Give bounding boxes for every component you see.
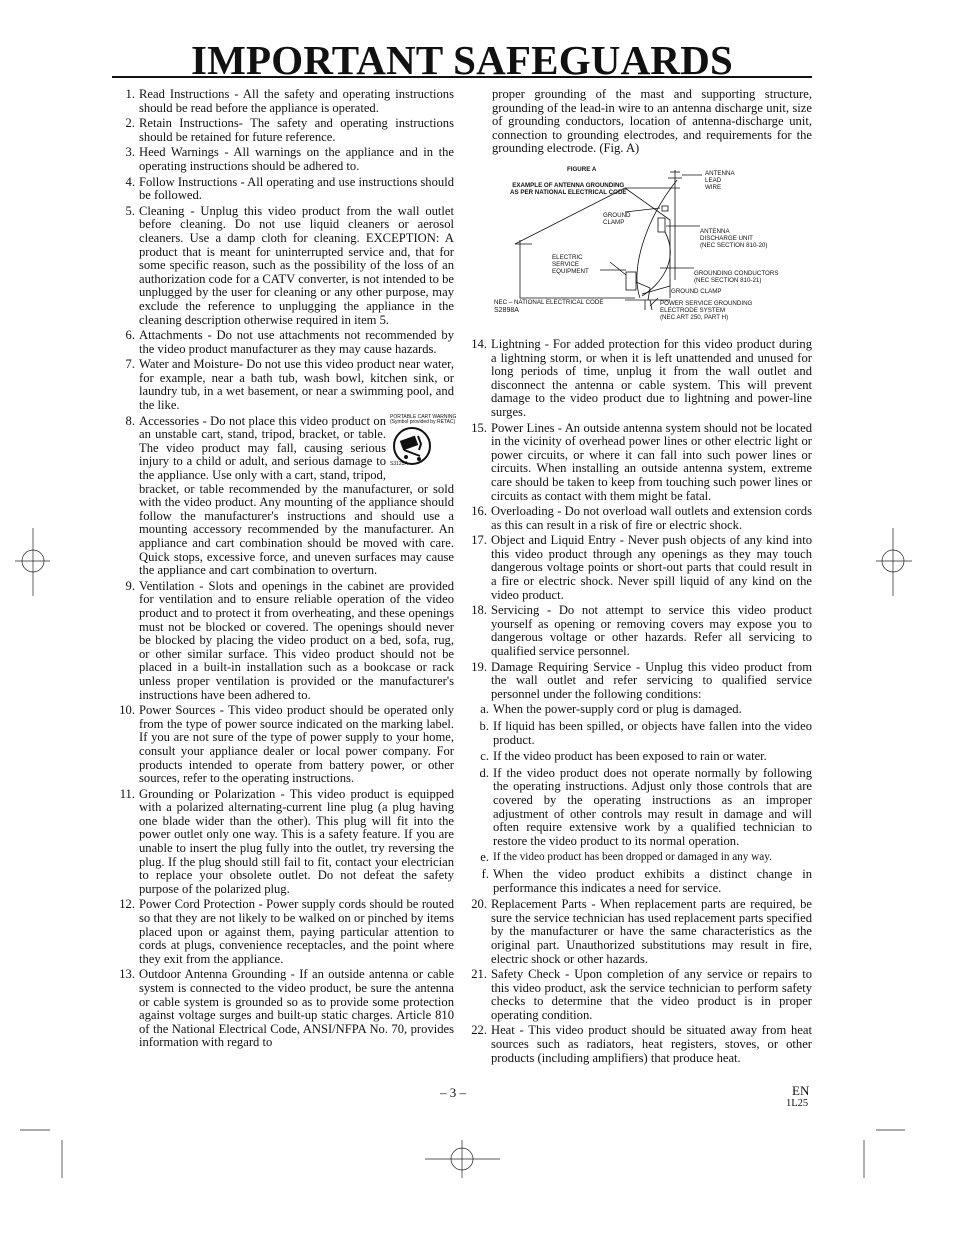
document-code: 1L25	[786, 1098, 809, 1109]
item-number: f.	[481, 866, 489, 881]
item-number: 16.	[471, 504, 487, 519]
item-text: If the video product has been exposed to rain or water.	[493, 749, 767, 764]
item-text: Damage Requiring Service - Unplug this video product from the wall outlet and refer servicing to qualified service personnel under the following conditions:	[491, 659, 812, 701]
item-text: Water and Moisture- Do not use this video product near water, for example, near a bath tub, wash bowl, kitchen sink, or laundry tub, in a wet basement, or near a swimming pool, and the like.	[139, 357, 454, 413]
item-number: 7.	[125, 357, 135, 372]
language-code: EN	[792, 1083, 810, 1098]
nec-note: NEC – NATIONAL ELECTRICAL CODE	[494, 298, 604, 306]
item-text: Cleaning - Unplug this video product from the wall outlet before cleaning. Do not use liquid cleaners or aerosol cleaners. Use a damp cloth for cleaning. EXCEPTION: A product that is meant for uninterrupted service and, that for some specific reason, such as the possibility of the loss of an authorization code for a CATV converter, is not intended to be unplugged by the user for cleaning or any other purpose, may exclude the reference to unplugging the appliance in the cleaning description otherwise required in item 5.	[139, 203, 454, 327]
item-number: 2.	[125, 116, 135, 131]
item-number: 22.	[471, 1023, 487, 1038]
item-text: Ventilation - Slots and openings in the cabinet are provided for ventilation and to ensure reliable operation of the video product and to protect it from overheating, and these openings must not be blocked or covered. The openings should never be blocked by placing the video product on a bed, sofa, rug, or other similar surface. This video product should not be placed in a built-in installation such as a bookcase or rack unless proper ventilation is provided or the manufacturer's instructions have been adhered to.	[139, 578, 454, 702]
ground-clamp-top-label: GROUND CLAMP	[603, 211, 631, 226]
nec-art-label: (NEC ART 250, PART H)	[660, 313, 729, 321]
item-number: 20.	[471, 897, 487, 912]
discharge-unit-label: ANTENNA DISCHARGE UNIT (NEC SECTION 810-20)	[700, 227, 768, 249]
item-number: 3.	[125, 145, 135, 160]
item-text: Object and Liquid Entry - Never push objects of any kind into this video product through any openings as they may touch dangerous voltage points or short-out parts that could result in a fire or electric shock. Never spill liquid of any kind on the video product.	[491, 533, 812, 602]
antenna-lead-wire-label: ANTENNA LEAD WIRE	[705, 169, 735, 191]
item-text: If liquid has been spilled, or objects have fallen into the video product.	[493, 719, 812, 747]
service-equipment-label: ELECTRIC SERVICE EQUIPMENT	[552, 253, 589, 275]
item-text: Heed Warnings - All warnings on the appliance and in the operating instructions should be adhered to.	[139, 145, 454, 173]
item-text: Outdoor Antenna Grounding - If an outside antenna or cable system is connected to the video product, be sure the antenna or cable system is grounded so as to provide some protection against voltage surges and built-up static charges. Article 810 of the National Electrical Code, ANSI/NFPA No. 70, provides information with regard to	[139, 967, 454, 1050]
item-number: 5.	[125, 203, 135, 218]
item-text: Power Cord Protection - Power supply cords should be routed so that they are not likely to be walked on or pinched by items placed upon or against them, paying particular attention to cords at plugs, convenience receptacles, and the point where they exit from the appliance.	[139, 897, 454, 966]
figure-title: EXAMPLE OF ANTENNA GROUNDING AS PER NATIONAL ELECTRICAL CODE	[510, 181, 627, 196]
item-text: Servicing - Do not attempt to service this video product yourself as opening or removing covers may expose you to dangerous voltage or other hazards. Refer all servicing to qualified service personnel.	[491, 603, 812, 659]
item-number: 11.	[119, 786, 135, 801]
item-number: 18.	[471, 603, 487, 618]
item-number: e.	[480, 850, 489, 865]
item-number: c.	[480, 749, 489, 764]
figure-label: FIGURE A	[567, 165, 597, 173]
item-text: Lightning - For added protection for this video product during a lightning storm, or when it is left unattended and unused for long periods of time, unplug it from the wall outlet and disconnect the antenna or cable system. This will prevent damage to the video product due to lightning and power-line surges.	[491, 336, 812, 419]
item-text: When the video product exhibits a distinct change in performance this indicates a need for service.	[493, 866, 812, 895]
item-text-body: Accessories - Do not place this video product on an unstable cart, stand, tripod, bracket, or table. The video product may fall, causing serious injury to a child or adult, and serious damage to the appliance. Use only with a cart, stand, tripod, bracket, or table recommended by the manufacturer, or sold with the video product. Any mounting of the appliance should follow the manufacturer's instructions and should use a mounting accessory recommended by the manufacturer. An appliance and cart combination should be moved with care. Quick stops, excessive force, and uneven surfaces may cause the appliance and cart combination to overturn.	[139, 413, 454, 578]
figure-code: S2898A	[494, 306, 519, 314]
cart-warning-label: PORTABLE CART WARNING (Symbol provided by RETAC)	[390, 413, 457, 426]
item-number: 4.	[125, 174, 135, 189]
item-number: 10.	[119, 703, 135, 718]
page-number: – 3 –	[440, 1085, 466, 1100]
item-number: 15.	[471, 420, 487, 435]
item-text: Attachments - Do not use attachments not recommended by the video product manufacturer as they may cause hazards.	[139, 328, 454, 356]
item-text: Power Lines - An outside antenna system should not be located in the vicinity of overhead power lines or other electric light or power circuits, or where it can fall into such power lines or circuits. When installing an outside antenna system, extreme care should be taken to keep from touching such power lines or circuits as contact with them might be fatal.	[491, 420, 812, 503]
item-text: When the power-supply cord or plug is damaged.	[493, 702, 742, 717]
item-text: If the video product has been dropped or damaged in any way.	[493, 851, 772, 864]
item-text: Heat - This video product should be situated away from heat sources such as radiators, heat registers, stoves, or other products (including amplifiers) that produce heat.	[491, 1023, 812, 1065]
ground-clamp-bottom-label: GROUND CLAMP	[671, 287, 722, 295]
item-13-continued: proper grounding of the mast and supporting structure, grounding of the lead-in wire to an antenna discharge unit, size of grounding conductors, location of antenna-discharge unit, connection to grounding electrodes, and requirements for the grounding electrode. (Fig. A)	[492, 87, 812, 156]
item-number: d.	[479, 765, 489, 780]
item-number: 9.	[125, 578, 135, 593]
cart-code: S3125A	[390, 460, 408, 467]
item-text: Safety Check - Upon completion of any service or repairs to this video product, ask the service technician to perform safety checks to determine that the video product is in proper operating condition.	[491, 967, 812, 1022]
item-number: 17.	[471, 533, 487, 548]
item-text: Overloading - Do not overload wall outlets and extension cords as this can result in a risk of fire or electric shock.	[491, 504, 812, 532]
item-text: Follow Instructions - All operating and use instructions should be followed.	[139, 174, 454, 203]
item-number: 21.	[471, 967, 487, 982]
item-number: 8.	[125, 413, 135, 428]
item-number: a.	[480, 702, 489, 717]
item-number: 12.	[119, 897, 135, 912]
item-number: 13.	[119, 967, 135, 982]
grounding-conductors-label: GROUNDING CONDUCTORS (NEC SECTION 810-21)	[694, 269, 779, 284]
item-text: Read Instructions - All the safety and operating instructions should be read before the appliance is operated.	[139, 87, 454, 115]
item-number: 6.	[125, 328, 135, 343]
page-title: IMPORTANT SAFEGUARDS	[190, 37, 734, 83]
item-number: 19.	[471, 659, 487, 674]
item-number: b.	[479, 719, 489, 733]
item-number: 14.	[471, 336, 487, 351]
item-text: Retain Instructions- The safety and operating instructions should be retained for future reference.	[139, 116, 454, 144]
item-number: 1.	[125, 87, 135, 101]
item-text: Grounding or Polarization - This video product is equipped with a polarized alternating-current line plug (a plug having one blade wider than the other). This plug will fit into the power outlet only one way. This is a safety feature. If you are unable to insert the plug fully into the outlet, try reversing the plug. If the plug should still fail to fit, contact your electrician to replace your obsolete outlet. Do not defeat the safety purpose of the polarized plug.	[139, 786, 454, 896]
item-text: Power Sources - This video product should be operated only from the type of power source indicated on the marking label. If you are not sure of the type of power supply to your home, consult your appliance dealer or local power company. For products intended to operate from battery power, or other sources, refer to the operating instructions.	[139, 703, 454, 786]
item-text: Replacement Parts - When replacement parts are required, be sure the service technician has used replacement parts specified by the manufacturer or have the same characteristics as the original part. Unauthorized substitutions may result in fire, electric shock or other hazards.	[491, 897, 812, 966]
power-service-grounding-label: POWER SERVICE GROUNDING ELECTRODE SYSTEM	[660, 299, 753, 314]
item-text: If the video product does not operate normally by following the operating instructions. Adjust only those controls that are covered by the operating instructions as an improper adjustment of other controls may result in damage and will often require extensive work by a qualified technician to restore the video product to its normal operation.	[493, 765, 812, 848]
